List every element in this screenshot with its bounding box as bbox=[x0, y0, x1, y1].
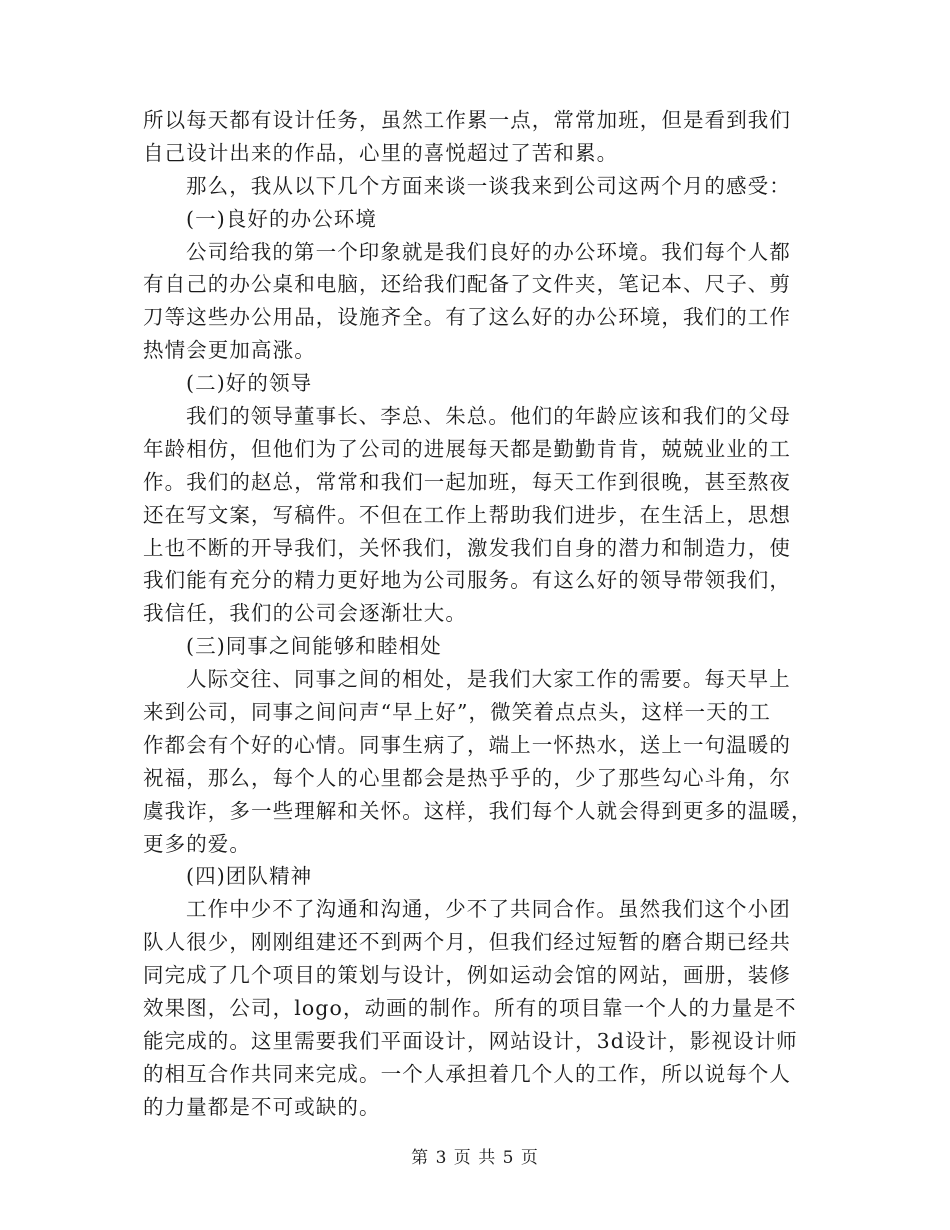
text-line: 能完成的。这里需要我们平面设计，网站设计，3d设计，影视设计师 bbox=[143, 1028, 798, 1053]
text-line: 来到公司，同事之间问声“早上好”，微笑着点点头，这样一天的工 bbox=[143, 700, 771, 725]
text-line: 队人很少，刚刚组建还不到两个月，但我们经过短暂的磨合期已经共 bbox=[143, 930, 791, 955]
section-heading: (四)团队精神 bbox=[186, 864, 313, 889]
text-line: 的相互合作共同来完成。一个人承担着几个人的工作，所以说每个人 bbox=[143, 1061, 791, 1086]
text-line: 年龄相仿，但他们为了公司的进展每天都是勤勤肯肯，兢兢业业的工 bbox=[143, 436, 791, 461]
text-line: 有自己的办公桌和电脑，还给我们配备了文件夹，笔记本、尺子、剪 bbox=[143, 272, 791, 297]
text-line: 还在写文案，写稿件。不但在工作上帮助我们进步，在生活上，思想 bbox=[143, 502, 791, 527]
section-heading: (三)同事之间能够和睦相处 bbox=[186, 634, 442, 659]
text-line: 工作中少不了沟通和沟通，少不了共同合作。虽然我们这个小团 bbox=[186, 897, 791, 922]
section-heading: (一)良好的办公环境 bbox=[186, 206, 377, 231]
text-line: 祝福，那么，每个人的心里都会是热乎乎的，少了那些勾心斗角，尔 bbox=[143, 765, 791, 790]
text-line: 那么，我从以下几个方面来谈一谈我来到公司这两个月的感受： bbox=[186, 173, 791, 198]
text-line: 作都会有个好的心情。同事生病了，端上一怀热水，送上一句温暖的 bbox=[143, 732, 791, 757]
text-line: 同完成了几个项目的策划与设计，例如运动会馆的网站，画册，装修 bbox=[143, 963, 791, 988]
text-line: 我们能有充分的精力更好地为公司服务。有这么好的领导带领我们， bbox=[143, 568, 791, 593]
text-line: 公司给我的第一个印象就是我们良好的办公环境。我们每个人都 bbox=[186, 239, 791, 264]
text-line: 更多的爱。 bbox=[143, 831, 251, 856]
text-line: 所以每天都有设计任务，虽然工作累一点，常常加班，但是看到我们 bbox=[143, 108, 791, 132]
page-number-footer: 第 3 页 共 5 页 bbox=[411, 1148, 539, 1168]
section-heading: (二)好的领导 bbox=[186, 371, 313, 396]
text-line: 虞我诈，多一些理解和关怀。这样，我们每个人就会得到更多的温暖， bbox=[143, 798, 813, 823]
text-line: 热情会更加高涨。 bbox=[143, 338, 316, 363]
text-line: 刀等这些办公用品，设施齐全。有了这么好的办公环境，我们的工作 bbox=[143, 305, 791, 330]
text-line: 我们的领导董事长、李总、朱总。他们的年龄应该和我们的父母 bbox=[186, 404, 791, 429]
text-line: 我信任，我们的公司会逐渐壮大。 bbox=[143, 601, 467, 626]
text-line: 上也不断的开导我们，关怀我们，激发我们自身的潜力和制造力，使 bbox=[143, 535, 791, 560]
text-line: 的力量都是不可或缺的。 bbox=[143, 1094, 381, 1119]
text-line: 效果图，公司，logo，动画的制作。所有的项目靠一个人的力量是不 bbox=[143, 996, 797, 1021]
document-body bbox=[143, 104, 813, 1124]
text-line: 人际交往、同事之间的相处，是我们大家工作的需要。每天早上 bbox=[186, 667, 791, 692]
text-line: 自己设计出来的作品，心里的喜悦超过了苦和累。 bbox=[143, 140, 619, 165]
text-line: 作。我们的赵总，常常和我们一起加班，每天工作到很晚，甚至熬夜 bbox=[143, 469, 791, 494]
